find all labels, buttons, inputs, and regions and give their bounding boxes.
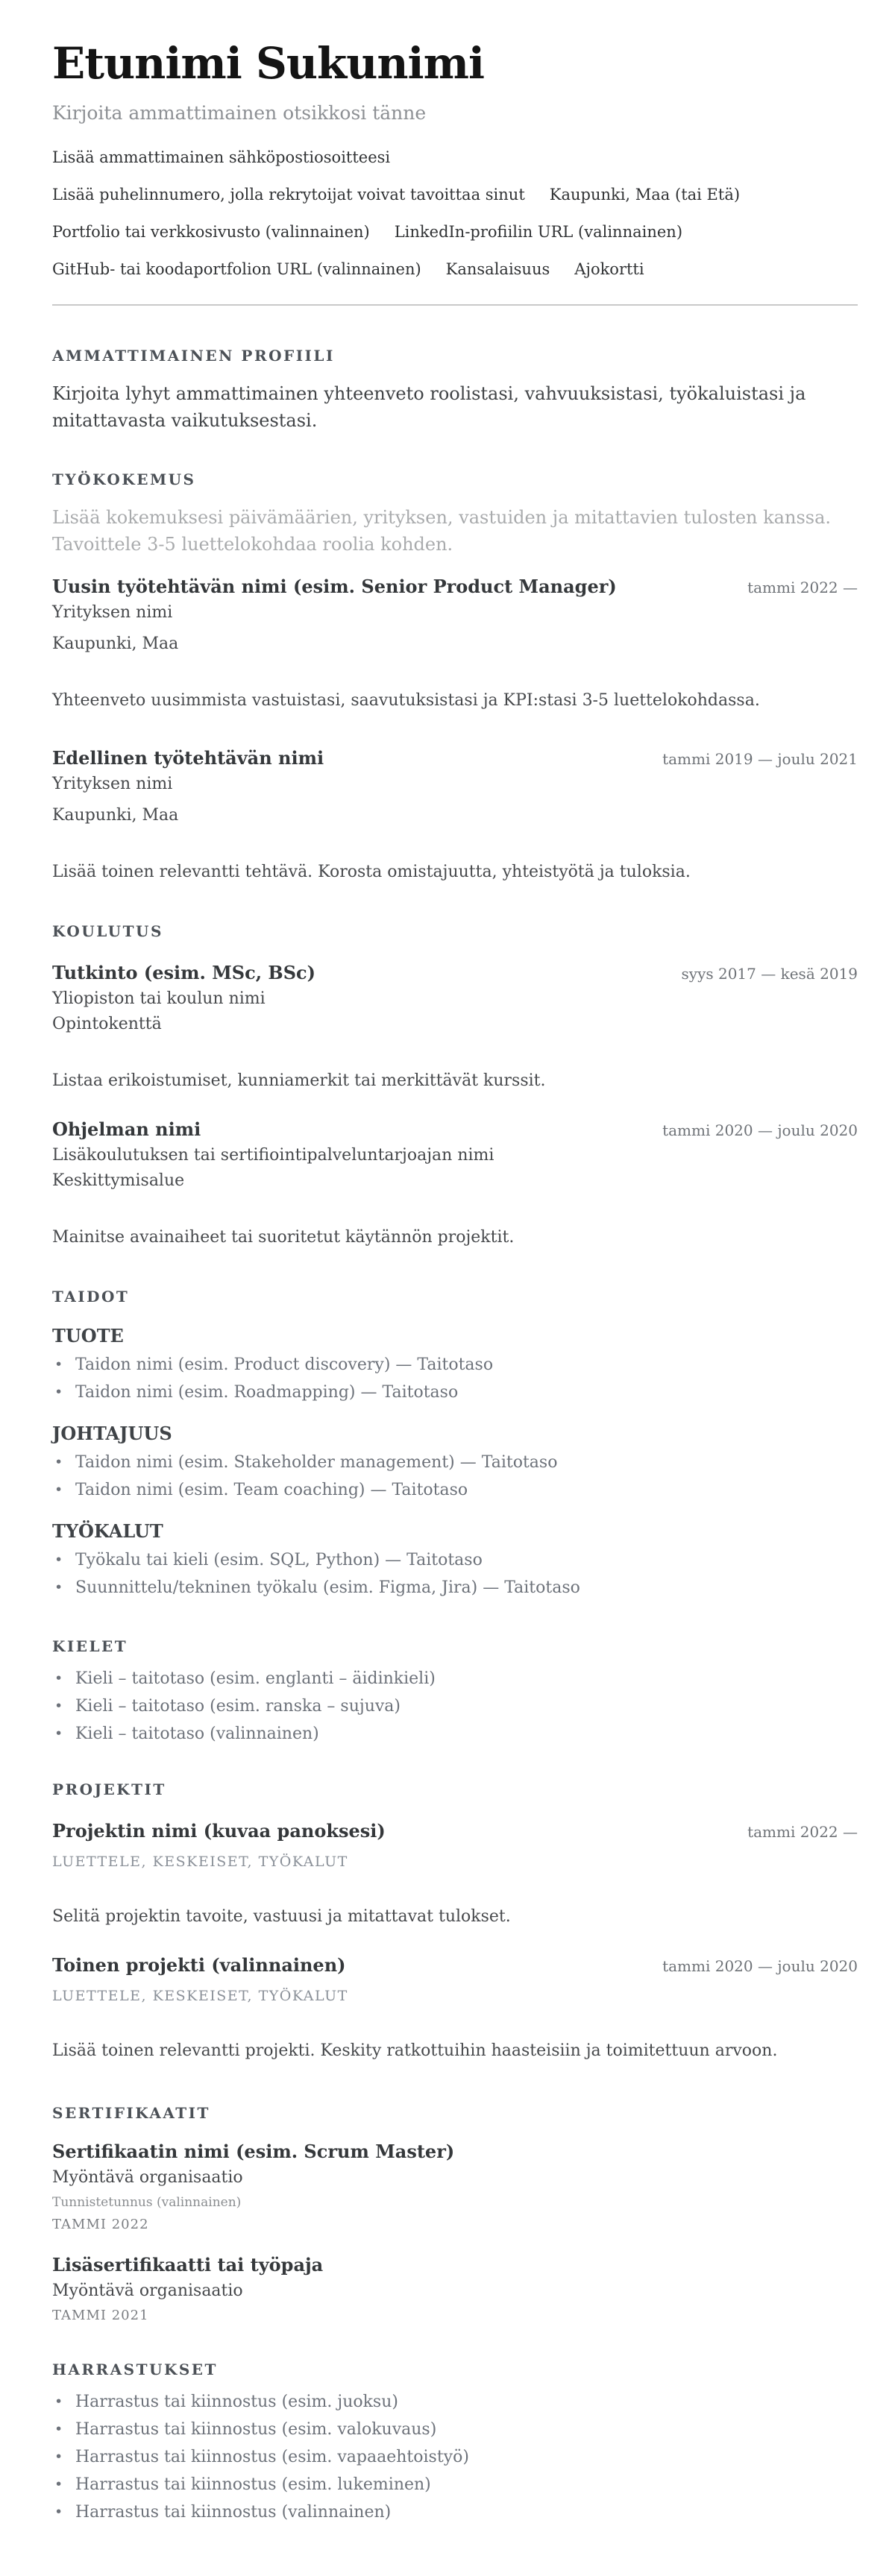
section-work (52, 470, 858, 883)
section-skills (52, 1287, 858, 1598)
certification-title: Sertifikaatin nimi (esim. Scrum Master) (52, 2141, 455, 2162)
contact-row (52, 148, 858, 167)
full-name: Etunimi Sukunimi (52, 38, 484, 89)
project-entry (52, 1954, 858, 2062)
project-entry-header (52, 1820, 858, 1842)
education-description: Listaa erikoistumiset, kunniamerkit tai merkittävät kurssit. (52, 1071, 546, 1090)
skill-item: • Työkalu tai kieli (esim. SQL, Python) — Taitotaso (52, 1551, 858, 1570)
project-description: Selitä projektin tavoite, vastuusi ja mitattavat tulokset. (52, 1907, 511, 1926)
section-profile (52, 346, 858, 434)
program-dates: tammi 2020 — joulu 2020 (662, 1121, 858, 1139)
job-dates: tammi 2019 — joulu 2021 (662, 750, 858, 768)
certification-date: TAMMI 2021 (52, 2308, 149, 2323)
language-item: • Kieli – taitotaso (esim. englanti – äidinkieli) (52, 1669, 858, 1689)
section-hobbies (52, 2360, 858, 2522)
project-entry-header (52, 1954, 858, 1977)
skill-group-title: JOHTAJUUS (52, 1423, 172, 1444)
project-tools-meta: LUETTELE, KESKEISET, TYÖKALUT (52, 1854, 348, 1870)
section-languages (52, 1637, 858, 1744)
job-location: Kaupunki, Maa (52, 806, 179, 825)
education-entry (52, 1118, 858, 1248)
project-title: Toinen projekti (valinnainen) (52, 1954, 346, 1976)
section-projects (52, 1780, 858, 2062)
provider-name: Lisäkoulutuksen tai sertifiointipalveluntarjoajan nimi (52, 1146, 494, 1165)
skill-item: • Taidon nimi (esim. Product discovery) — Taitotaso (52, 1355, 858, 1375)
education-entry (52, 962, 858, 1092)
work-entry (52, 576, 858, 711)
skill-item: • Taidon nimi (esim. Roadmapping) — Taitotaso (52, 1383, 858, 1402)
certification-entry (52, 2254, 858, 2324)
work-intro: Lisää kokemuksesi päivämäärien, yrityksen, vastuiden ja mitattavien tulosten kanssa. Tavoittele 3-5 luettelokohdaa roolia kohden. (52, 507, 832, 555)
project-description: Lisää toinen relevantti projekti. Keskity ratkottuihin haasteisiin ja toimitettuun arvoon. (52, 2041, 778, 2060)
language-item: • Kieli – taitotaso (esim. ranska – sujuva) (52, 1697, 858, 1716)
skill-item: • Suunnittelu/tekninen työkalu (esim. Figma, Jira) — Taitotaso (52, 1578, 858, 1598)
language-item: • Kieli – taitotaso (valinnainen) (52, 1725, 858, 1744)
work-entry (52, 747, 858, 883)
contact-phone: Lisää puhelinnumero, jolla rekrytoijat voivat tavoittaa sinut (52, 186, 525, 204)
project-title: Projektin nimi (kuvaa panoksesi) (52, 1820, 386, 1842)
field-of-study: Opintokenttä (52, 1015, 162, 1033)
work-entry-header (52, 747, 858, 769)
hobby-list (52, 2393, 858, 2522)
hobby-item: • Harrastus tai kiinnostus (esim. vapaaehtoistyö) (52, 2448, 858, 2467)
skill-group (52, 1521, 858, 1598)
contact-linkedin: LinkedIn-profiilin URL (valinnainen) (394, 223, 683, 241)
section-education (52, 922, 858, 1248)
skill-group (52, 1326, 858, 1402)
certification-credential-id: Tunnistetunnus (valinnainen) (52, 2195, 242, 2210)
program-title: Ohjelman nimi (52, 1118, 201, 1140)
degree-dates: syys 2017 — kesä 2019 (681, 965, 858, 983)
profile-summary: Kirjoita lyhyt ammattimainen yhteenveto roolistasi, vahvuuksistasi, työkaluistasi ja mitattavasta vaikutuksestasi. (52, 383, 806, 431)
certification-entry (52, 2141, 858, 2233)
contact-citizenship: Kansalaisuus (445, 260, 550, 278)
education-description: Mainitse avainaiheet tai suoritetut käytännön projektit. (52, 1228, 515, 1247)
contact-row (52, 259, 858, 279)
contact-github: GitHub- tai koodaportfolion URL (valinnainen) (52, 260, 421, 278)
hobby-item: • Harrastus tai kiinnostus (valinnainen) (52, 2503, 858, 2522)
section-heading-work: TYÖKOKEMUS (52, 470, 196, 488)
project-dates: tammi 2020 — joulu 2020 (662, 1957, 858, 1975)
language-list (52, 1669, 858, 1744)
contact-block (52, 148, 858, 279)
professional-headline: Kirjoita ammattimainen otsikkosi tänne (52, 102, 427, 124)
skill-item: • Taidon nimi (esim. Stakeholder management) — Taitotaso (52, 1453, 858, 1473)
section-certifications (52, 2103, 858, 2324)
hobby-item: • Harrastus tai kiinnostus (esim. lukeminen) (52, 2475, 858, 2495)
job-company: Yrityksen nimi (52, 603, 173, 622)
contact-row (52, 185, 858, 204)
hobby-item: • Harrastus tai kiinnostus (esim. valokuvaus) (52, 2420, 858, 2440)
section-heading-hobbies: HARRASTUKSET (52, 2361, 218, 2378)
project-tools-meta: LUETTELE, KESKEISET, TYÖKALUT (52, 1988, 348, 2004)
section-heading-education: KOULUTUS (52, 922, 163, 940)
job-title: Uusin työtehtävän nimi (esim. Senior Product Manager) (52, 576, 617, 597)
section-heading-projects: PROJEKTIT (52, 1780, 166, 1798)
degree-title: Tutkinto (esim. MSc, BSc) (52, 962, 316, 983)
project-dates: tammi 2022 — (747, 1823, 858, 1841)
education-entry-header (52, 1118, 858, 1141)
contact-email: Lisää ammattimainen sähköpostiosoitteesi (52, 148, 391, 166)
section-heading-languages: KIELET (52, 1637, 128, 1655)
certification-organization: Myöntävä organisaatio (52, 2281, 243, 2300)
skill-list (52, 1551, 858, 1598)
contact-driving-license: Ajokortti (574, 260, 644, 278)
skill-item: • Taidon nimi (esim. Team coaching) — Taitotaso (52, 1481, 858, 1500)
contact-portfolio: Portfolio tai verkkosivusto (valinnainen) (52, 223, 370, 241)
hobby-item: • Harrastus tai kiinnostus (esim. juoksu) (52, 2393, 858, 2412)
resume-header (52, 38, 858, 306)
job-dates: tammi 2022 — (747, 579, 858, 596)
section-heading-certifications: SERTIFIKAATIT (52, 2104, 210, 2122)
skill-list (52, 1453, 858, 1500)
job-description: Lisää toinen relevantti tehtävä. Korosta omistajuutta, yhteistyötä ja tuloksia. (52, 863, 691, 881)
certification-title: Lisäsertifikaatti tai työpaja (52, 2254, 324, 2276)
job-title: Edellinen työtehtävän nimi (52, 747, 324, 769)
skill-list (52, 1355, 858, 1402)
job-description: Yhteenveto uusimmista vastuistasi, saavutuksistasi ja KPI:stasi 3-5 luettelokohdassa. (52, 691, 760, 710)
project-entry (52, 1820, 858, 1927)
skill-group (52, 1423, 858, 1500)
contact-row (52, 222, 858, 242)
work-entry-header (52, 576, 858, 598)
section-heading-skills: TAIDOT (52, 1288, 130, 1306)
job-location: Kaupunki, Maa (52, 634, 179, 653)
skill-group-title: TYÖKALUT (52, 1520, 163, 1542)
education-entry-header (52, 962, 858, 984)
school-name: Yliopiston tai koulun nimi (52, 989, 266, 1008)
focus-area: Keskittymisalue (52, 1171, 185, 1190)
header-divider (52, 304, 858, 306)
job-company: Yrityksen nimi (52, 775, 173, 793)
skill-group-title: TUOTE (52, 1325, 124, 1347)
certification-organization: Myöntävä organisaatio (52, 2168, 243, 2187)
contact-location: Kaupunki, Maa (tai Etä) (549, 186, 741, 204)
section-heading-profile: AMMATTIMAINEN PROFIILI (52, 347, 335, 365)
certification-date: TAMMI 2022 (52, 2217, 149, 2232)
